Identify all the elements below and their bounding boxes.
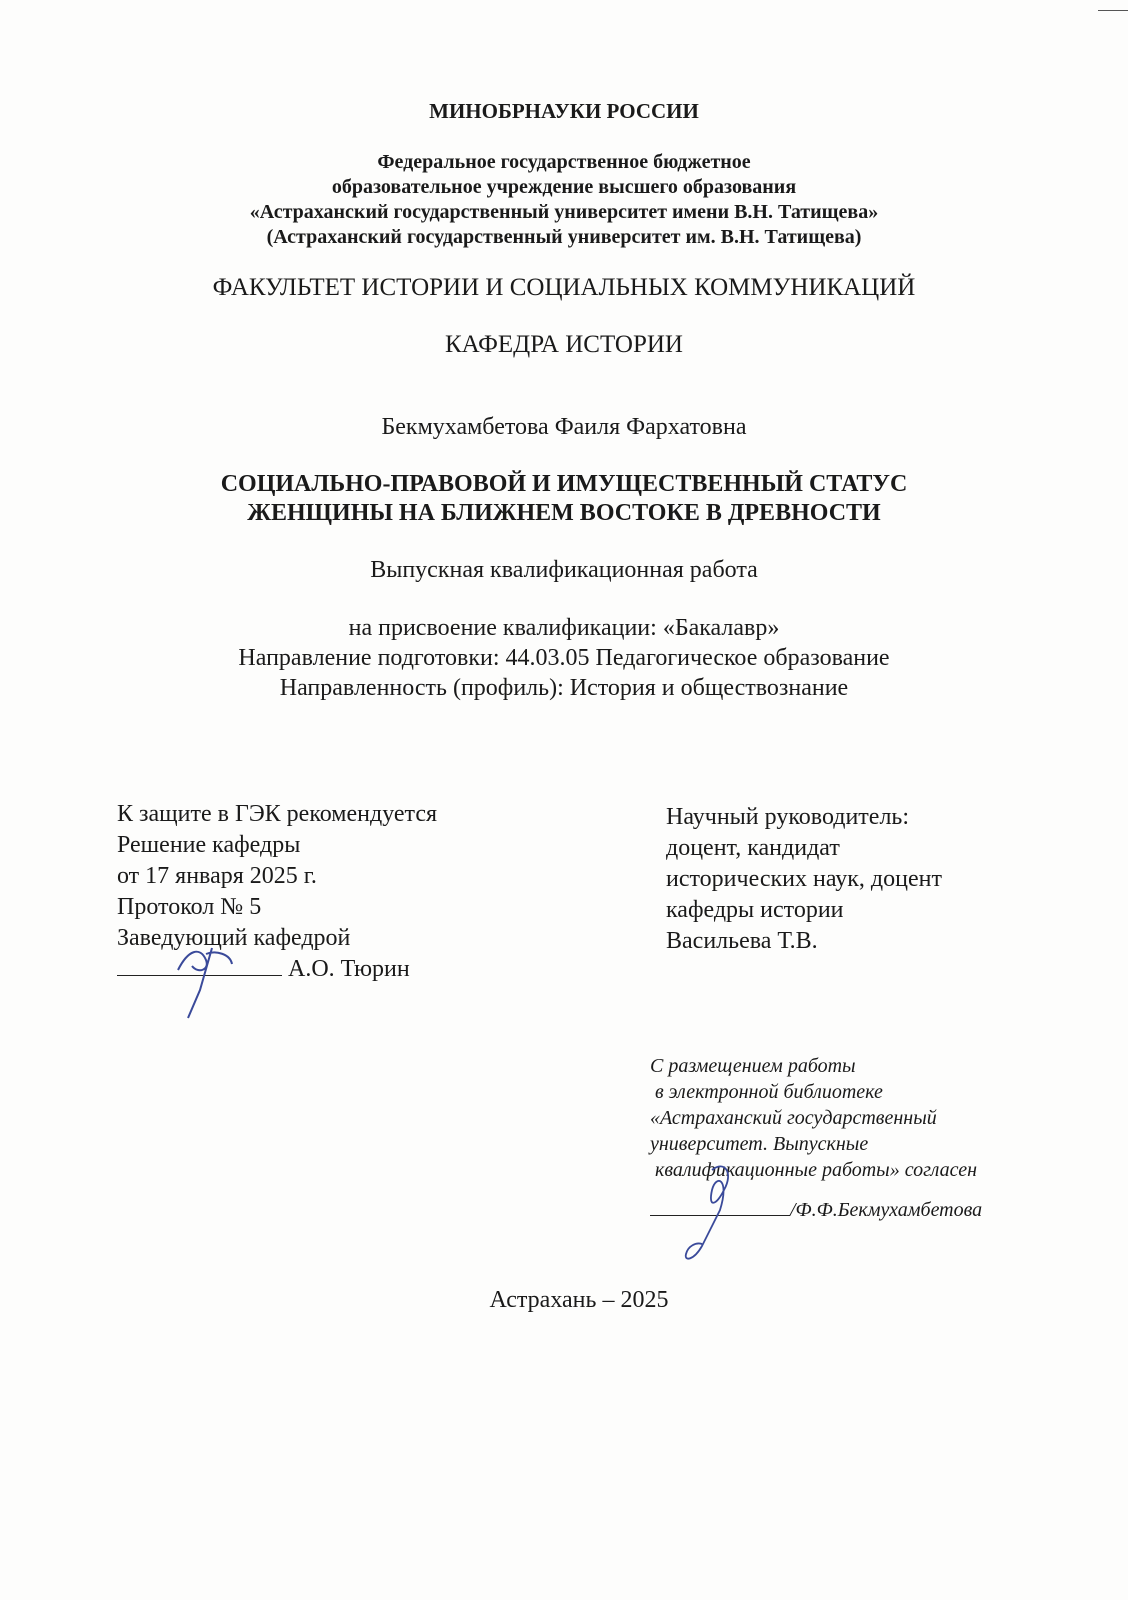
work-type: Выпускная квалификационная работа — [370, 557, 758, 583]
author-name: Бекмухамбетова Фаиля Фархатовна — [381, 414, 747, 440]
defense-block — [117, 799, 437, 985]
supervisor-line: Научный руководитель: — [666, 804, 910, 830]
author-signature-scribble — [672, 1150, 742, 1270]
supervisor-line: доцент, кандидат — [666, 835, 840, 861]
qualification-block — [0, 613, 1128, 703]
head-signatory-name: А.О. Тюрин — [288, 956, 410, 982]
defense-line: К защите в ГЭК рекомендуется — [117, 801, 438, 827]
qualification-line: на присвоение квалификации: «Бакалавр» — [348, 615, 780, 641]
scan-corner-mark — [1098, 10, 1128, 11]
ministry-heading: МИНОБРНАУКИ РОССИИ — [429, 99, 699, 123]
supervisor-line: исторических наук, доцент — [666, 866, 942, 892]
consent-line: «Астраханский государственный — [650, 1107, 937, 1129]
faculty-heading: ФАКУЛЬТЕТ ИСТОРИИ И СОЦИАЛЬНЫХ КОММУНИКАЦИЙ — [212, 274, 916, 301]
thesis-title-line: ЖЕНЩИНЫ НА БЛИЖНЕМ ВОСТОКЕ В ДРЕВНОСТИ — [247, 500, 881, 526]
consent-line: С размещением работы — [650, 1055, 856, 1077]
institution-block — [0, 150, 1128, 250]
thesis-title-line: СОЦИАЛЬНО-ПРАВОВОЙ И ИМУЩЕСТВЕННЫЙ СТАТУС — [220, 471, 908, 497]
consent-line: квалификационные работы» согласен — [650, 1159, 978, 1181]
institution-line: образовательное учреждение высшего образования — [331, 176, 797, 198]
department-heading: КАФЕДРА ИСТОРИИ — [445, 331, 683, 358]
defense-line: от 17 января 2025 г. — [117, 863, 317, 889]
institution-line: «Астраханский государственный университет имени В.Н. Татищева» — [249, 201, 879, 223]
supervisor-block — [666, 802, 942, 957]
head-signature-scribble — [170, 940, 250, 1030]
defense-line: Протокол № 5 — [117, 894, 262, 920]
defense-line: Решение кафедры — [117, 832, 301, 858]
institution-line: Федеральное государственное бюджетное — [377, 151, 751, 173]
supervisor-line: кафедры истории — [666, 897, 844, 923]
author-signatory-name: /Ф.Ф.Бекмухамбетова — [790, 1199, 983, 1221]
qualification-line: Направление подготовки: 44.03.05 Педагогическое образование — [238, 645, 890, 671]
consent-line: в электронной библиотеке — [650, 1081, 883, 1103]
thesis-title — [0, 470, 1128, 528]
qualification-line: Направленность (профиль): История и обществознание — [279, 675, 849, 701]
head-signature-row — [117, 954, 437, 985]
footer-city-year: Астрахань – 2025 — [489, 1287, 669, 1313]
defense-line: Заведующий кафедрой — [117, 925, 351, 951]
institution-line: (Астраханский государственный университет им. В.Н. Татищева) — [266, 226, 862, 248]
consent-line: университет. Выпускные — [650, 1133, 869, 1155]
supervisor-line: Васильева Т.В. — [666, 928, 818, 954]
